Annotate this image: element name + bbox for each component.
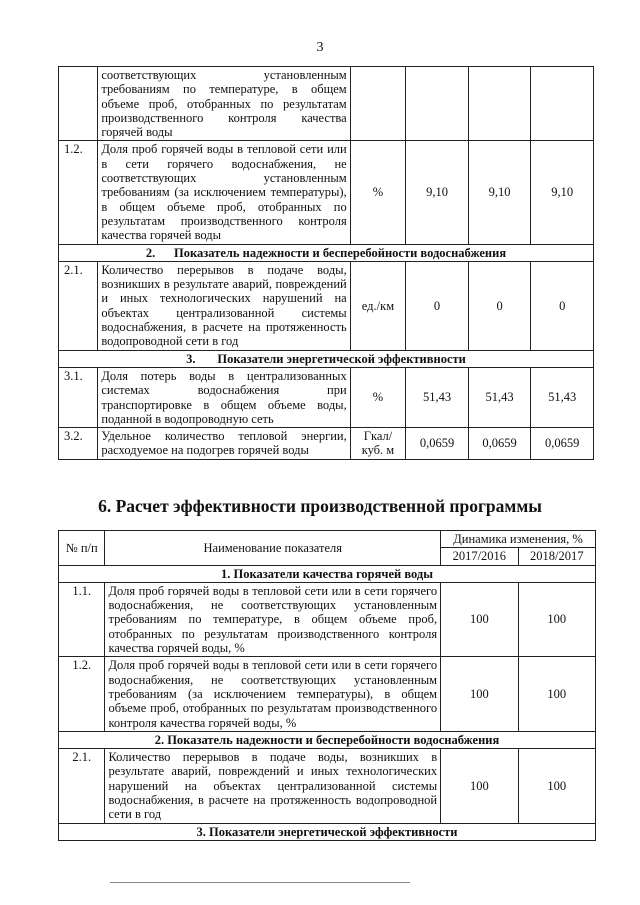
table-row bbox=[59, 582, 596, 656]
value-cell: 51,43 bbox=[406, 367, 469, 427]
indicator-name: Доля потерь воды в централизованных системах водоснабжения при транспортировке в общем объеме воды, поданной в водопроводную сеть bbox=[98, 367, 350, 427]
section-heading: 1. Показатели качества горячей воды bbox=[59, 565, 596, 582]
section-heading: 3. Показатели энергетической эффективности bbox=[59, 823, 596, 840]
header-row bbox=[59, 531, 596, 548]
section-row bbox=[59, 565, 596, 582]
indicators-table bbox=[58, 66, 594, 460]
header-dynamics: Динамика изменения, % bbox=[441, 531, 596, 548]
row-number: 1.1. bbox=[59, 582, 105, 656]
table-row bbox=[59, 67, 594, 141]
header-col2: 2018/2017 bbox=[518, 548, 595, 565]
table-row bbox=[59, 749, 596, 823]
value-cell: 0,0659 bbox=[531, 428, 594, 460]
value-cell: 0 bbox=[531, 261, 594, 350]
value-cell: 100 bbox=[518, 749, 595, 823]
section-row bbox=[59, 823, 596, 840]
value-cell: 100 bbox=[518, 582, 595, 656]
efficiency-table bbox=[58, 530, 596, 841]
unit-cell: Гкал/ куб. м bbox=[350, 428, 406, 460]
section-row bbox=[59, 244, 594, 261]
table-row bbox=[59, 428, 594, 460]
section-heading: 2. Показатель надежности и бесперебойности водоснабжения bbox=[59, 244, 594, 261]
unit-cell bbox=[350, 67, 406, 141]
value-cell bbox=[531, 67, 594, 141]
unit-cell: ед./км bbox=[350, 261, 406, 350]
value-cell: 9,10 bbox=[468, 141, 531, 244]
value-cell: 9,10 bbox=[406, 141, 469, 244]
indicator-name: Количество перерывов в подаче воды, возникших в результате аварий, повреждений и иных технологических нарушений на объектах централизованной системы водоснабжения, в расчете на протяженность водопроводной сети в год bbox=[98, 261, 350, 350]
value-cell: 100 bbox=[518, 657, 595, 731]
header-col1: 2017/2016 bbox=[441, 548, 518, 565]
row-number: 1.2. bbox=[59, 141, 98, 244]
indicator-name: Доля проб горячей воды в тепловой сети или в сети горячего водоснабжения, не соответствующих установленным требованиям (за исключением температуры), в общем объеме проб, отобранных по результатам производственного контроля качества горячей воды, % bbox=[105, 657, 441, 731]
section-heading: 3. Показатели энергетической эффективности bbox=[59, 350, 594, 367]
indicator-name: Количество перерывов в подаче воды, возникших в результате аварий, повреждений и иных технологических нарушений на объектах централизованной системы водоснабжения, в расчете на протяженность водопроводной сети в год bbox=[105, 749, 441, 823]
row-number bbox=[59, 67, 98, 141]
value-cell: 0,0659 bbox=[468, 428, 531, 460]
header-name: Наименование показателя bbox=[105, 531, 441, 566]
row-number: 3.2. bbox=[59, 428, 98, 460]
indicator-name: соответствующих установленным требованиям по температуре, в общем объеме проб, отобранных по результатам производственного контроля качества горячей воды bbox=[98, 67, 350, 141]
value-cell: 51,43 bbox=[468, 367, 531, 427]
table-row bbox=[59, 261, 594, 350]
value-cell: 51,43 bbox=[531, 367, 594, 427]
value-cell: 0,0659 bbox=[406, 428, 469, 460]
section-row bbox=[59, 731, 596, 748]
table-row bbox=[59, 141, 594, 244]
row-number: 3.1. bbox=[59, 367, 98, 427]
indicator-name: Удельное количество тепловой энергии, расходуемое на подогрев горячей воды bbox=[98, 428, 350, 460]
value-cell: 100 bbox=[441, 749, 518, 823]
indicator-name: Доля проб горячей воды в тепловой сети или в сети горячего водоснабжения, не соответствующих установленным требованиям (за исключением температуры), в общем объеме проб, отобранных по результатам производственного контроля качества горячей воды bbox=[98, 141, 350, 244]
value-cell: 9,10 bbox=[531, 141, 594, 244]
value-cell: 0 bbox=[468, 261, 531, 350]
row-number: 2.1. bbox=[59, 261, 98, 350]
page-number: 3 bbox=[316, 40, 324, 55]
unit-cell: % bbox=[350, 367, 406, 427]
value-cell: 100 bbox=[441, 657, 518, 731]
indicator-name: Доля проб горячей воды в тепловой сети или в сети горячего водоснабжения, не соответствующих установленным требованиям по температуре, в общем объеме проб, отобранных по результатам производственного контроля качества горячей воды, % bbox=[105, 582, 441, 656]
table-row bbox=[59, 367, 594, 427]
row-number: 1.2. bbox=[59, 657, 105, 731]
value-cell: 0 bbox=[406, 261, 469, 350]
section-row bbox=[59, 350, 594, 367]
value-cell: 100 bbox=[441, 582, 518, 656]
section-title: 6. Расчет эффективности производственной программы bbox=[98, 496, 542, 516]
row-number: 2.1. bbox=[59, 749, 105, 823]
unit-cell: % bbox=[350, 141, 406, 244]
header-number: № п/п bbox=[59, 531, 105, 566]
value-cell bbox=[406, 67, 469, 141]
footer-divider bbox=[110, 882, 410, 883]
table-row bbox=[59, 657, 596, 731]
value-cell bbox=[468, 67, 531, 141]
section-heading: 2. Показатель надежности и бесперебойности водоснабжения bbox=[59, 731, 596, 748]
